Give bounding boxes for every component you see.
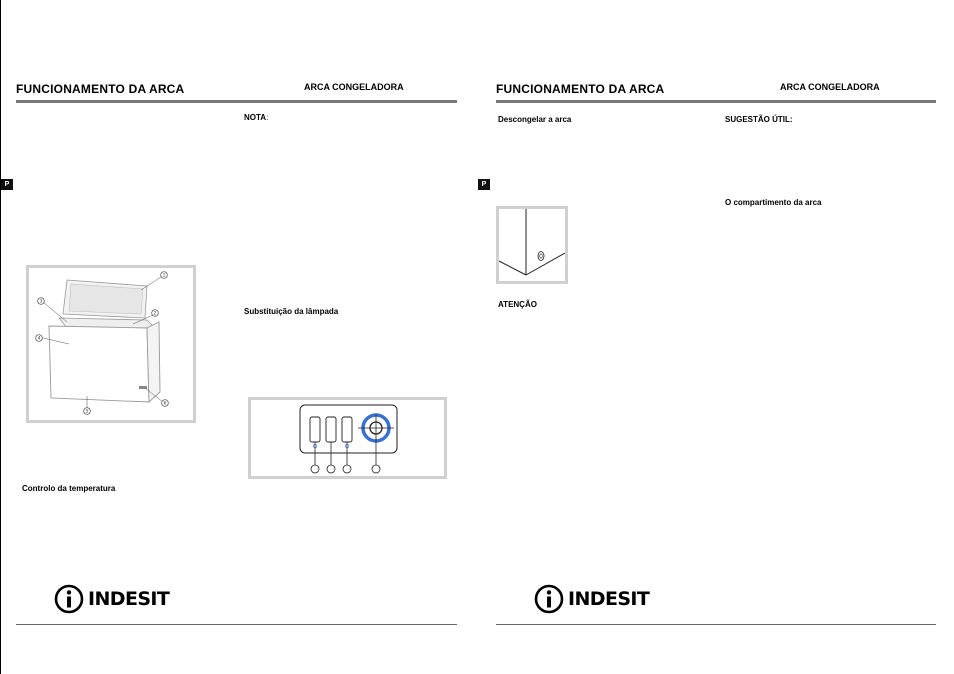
section-descongelar: Descongelar a arca xyxy=(498,115,572,124)
callout-4-label: 4 xyxy=(37,335,41,341)
page-subtitle: ARCA CONGELADORA xyxy=(304,82,404,92)
section-sugestao-util: SUGESTÃO ÚTIL: xyxy=(725,115,793,124)
right-page xyxy=(477,0,954,674)
section-nota: NOTA: xyxy=(244,113,269,122)
header-rule xyxy=(496,100,936,103)
callout-a xyxy=(311,465,319,473)
indesit-i-icon xyxy=(54,584,84,614)
brand-name: INDESIT xyxy=(568,588,650,610)
drain-plug-icon xyxy=(538,252,544,261)
footer-rule xyxy=(16,624,457,625)
language-tab: P xyxy=(1,179,13,190)
callout-6-label: 6 xyxy=(163,400,167,406)
brand-name: INDESIT xyxy=(88,588,170,610)
section-compartimento: O compartimento da arca xyxy=(725,198,822,207)
drain-plug-illustration xyxy=(499,209,565,281)
chest-freezer-illustration xyxy=(29,268,193,420)
indicator-light-1 xyxy=(310,417,320,442)
brand-logo xyxy=(534,584,649,614)
section-atencao: ATENÇÃO xyxy=(498,300,537,309)
callout-3-label: 3 xyxy=(39,298,43,304)
leader-line-1 xyxy=(141,277,161,290)
page-subtitle: ARCA CONGELADORA xyxy=(780,82,880,92)
section-controlo-temperatura: Controlo da temperatura xyxy=(22,484,116,493)
indicator-light-2 xyxy=(326,417,336,442)
callout-1-label: 1 xyxy=(162,272,166,278)
callout-5-label: 5 xyxy=(85,408,89,414)
footer-rule xyxy=(496,624,936,625)
freezer-side xyxy=(147,322,160,402)
page-title: FUNCIONAMENTO DA ARCA xyxy=(496,82,665,96)
lid-inner-panel xyxy=(69,284,143,314)
callout-2-label: 2 xyxy=(153,310,157,316)
control-panel-illustration xyxy=(251,400,444,476)
callout-c xyxy=(343,465,351,473)
drain-figure xyxy=(496,206,568,284)
freezer-base-left xyxy=(499,261,526,275)
control-panel-figure xyxy=(248,397,447,479)
freezer-base-right xyxy=(526,253,565,275)
binding-line xyxy=(0,0,1,674)
indicator-light-3 xyxy=(342,417,352,442)
page-title: FUNCIONAMENTO DA ARCA xyxy=(16,82,185,96)
header-rule xyxy=(16,100,457,103)
section-substituicao-lampada: Substituição da lâmpada xyxy=(244,307,339,316)
indesit-i-icon xyxy=(534,584,564,614)
callout-d xyxy=(372,465,380,473)
freezer-figure xyxy=(26,265,196,423)
brand-logo xyxy=(54,584,169,614)
language-tab: P xyxy=(478,179,490,190)
callout-b xyxy=(327,465,335,473)
freezer-front xyxy=(49,326,149,402)
